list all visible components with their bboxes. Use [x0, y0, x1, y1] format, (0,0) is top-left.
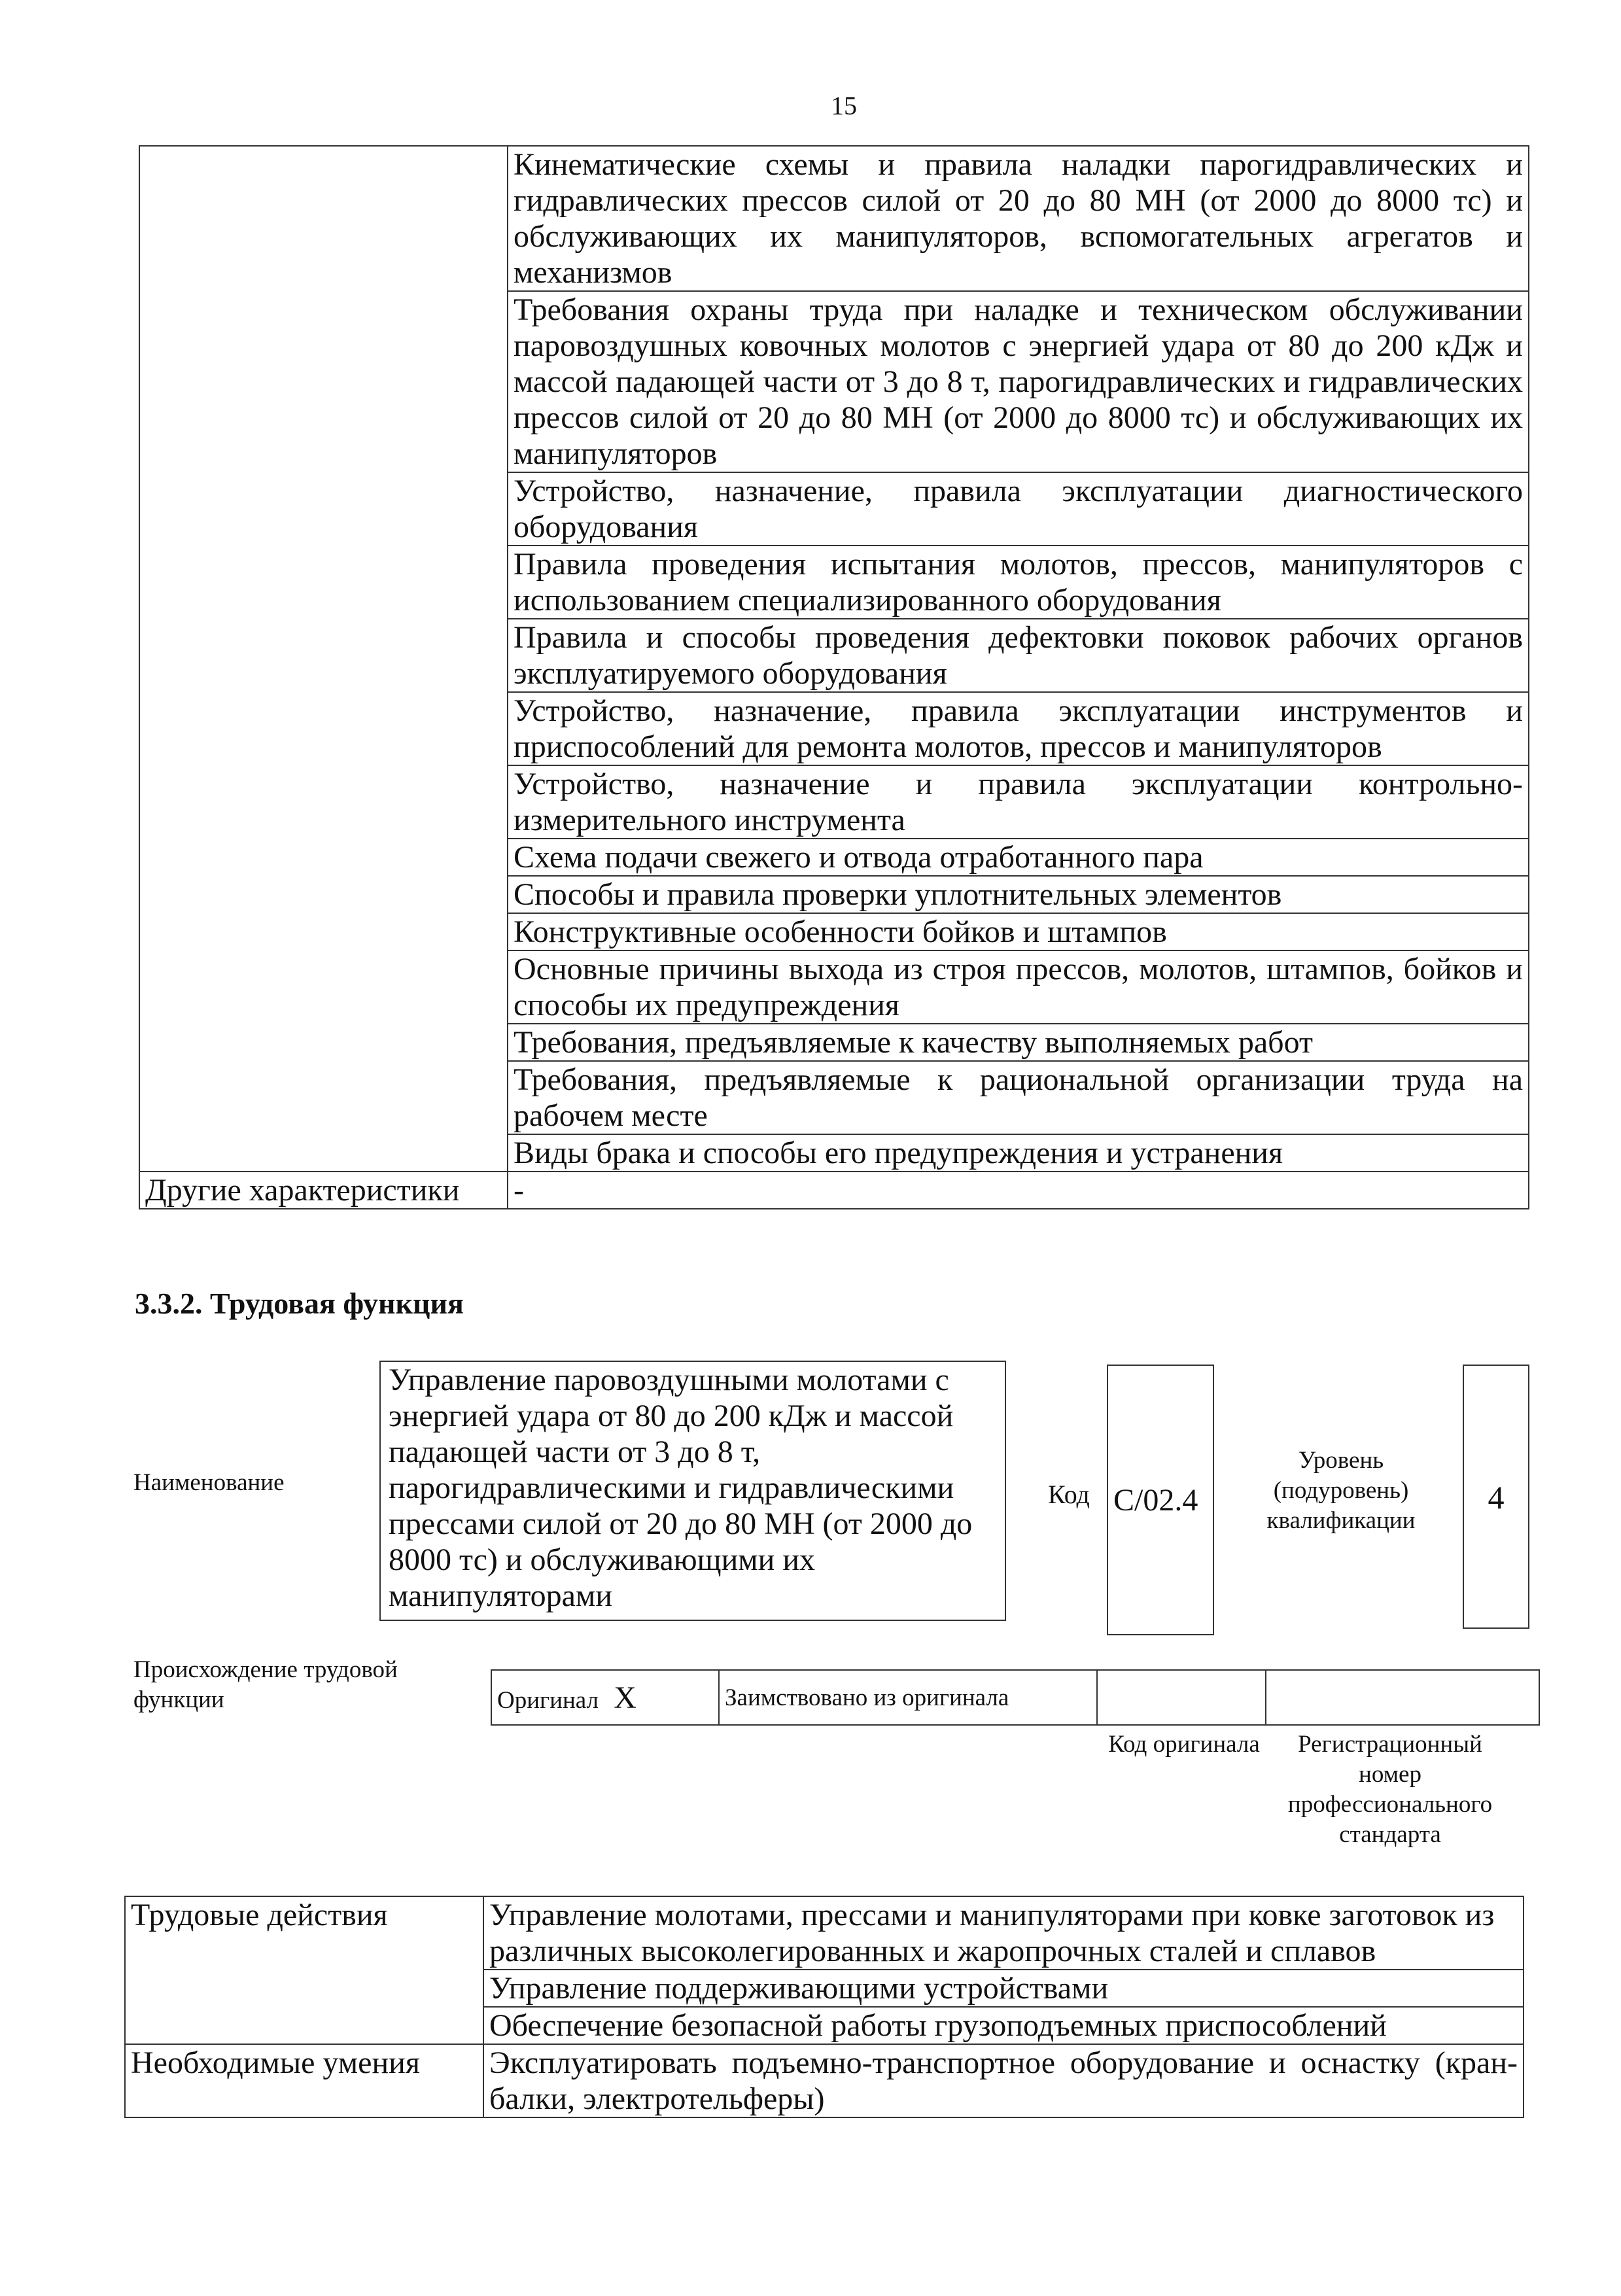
code-box [1107, 1365, 1214, 1635]
original-mark: X [614, 1680, 636, 1715]
original-code-cell [1097, 1670, 1266, 1725]
action-item: Управление поддерживающими устройствами [483, 1970, 1524, 2007]
knowledge-item: Требования, предъявляемые к качеству выполняемых работ [508, 1024, 1529, 1061]
original-cell [491, 1670, 719, 1725]
knowledge-item: Требования охраны труда при наладке и техническом обслуживании паровоздушных ковочных молотов с энергией удара от 80 до 200 кДж и массой падающей части от 3 до 8 т, парогидравлических и гидравлических прессов силой от 20 до 80 МН (от 2000 до 8000 тс) и обслуживающих их манипуляторов [508, 291, 1529, 472]
knowledge-item: Устройство, назначение, правила эксплуатации инструментов и приспособлений для ремонта молотов, прессов и манипуляторов [508, 692, 1529, 765]
function-name-box: Управление паровоздушными молотами с энергией удара от 80 до 200 кДж и массой падающей части от 3 до 8 т, парогидравлическими и гидравлическими прессами силой от 20 до 80 МН (от 2000 до 8000 тс) и обслуживающими их манипуляторами [379, 1361, 1006, 1621]
code-value: C/02.4 [1113, 1483, 1198, 1518]
code-label: Код [1048, 1480, 1090, 1509]
action-item: Обеспечение безопасной работы грузоподъемных приспособлений [483, 2007, 1524, 2044]
knowledge-item: Конструктивные особенности бойков и штампов [508, 913, 1529, 950]
functions-table [124, 1896, 1524, 2118]
name-label: Наименование [133, 1469, 285, 1496]
knowledge-item: Способы и правила проверки уплотнительных элементов [508, 876, 1529, 913]
knowledge-item: Устройство, назначение и правила эксплуатации контрольно-измерительного инструмента [508, 765, 1529, 839]
skills-label: Необходимые умения [125, 2044, 483, 2117]
actions-label: Трудовые действия [125, 1896, 483, 2044]
level-value: 4 [1488, 1479, 1505, 1516]
knowledge-item: Основные причины выхода из строя прессов, молотов, штампов, бойков и способы их предупреждения [508, 950, 1529, 1024]
knowledge-table [139, 145, 1529, 1209]
origin-label: Происхождение трудовой функции [133, 1656, 398, 1713]
section-heading: 3.3.2. Трудовая функция [135, 1287, 464, 1320]
other-characteristics-value: - [508, 1172, 1529, 1209]
level-label: Уровень (подуровень) квалификации [1266, 1447, 1416, 1534]
knowledge-item: Правила проведения испытания молотов, прессов, манипуляторов с использованием специализированного оборудования [508, 546, 1529, 619]
original-label: Оригинал [497, 1686, 599, 1714]
registration-number-cell [1266, 1670, 1539, 1725]
code-original-caption: Код оригинала [1108, 1731, 1260, 1758]
knowledge-item: Кинематические схемы и правила наладки парогидравлических и гидравлических прессов силой от 20 до 80 МН (от 2000 до 8000 тс) и обслуживающих их манипуляторов, вспомогательных агрегатов и механизмов [508, 146, 1529, 291]
knowledge-item: Требования, предъявляемые к рациональной организации труда на рабочем месте [508, 1061, 1529, 1134]
knowledge-label-cell [139, 146, 508, 1172]
level-box [1463, 1365, 1529, 1629]
other-characteristics-label: Другие характеристики [139, 1172, 508, 1209]
page-number: 15 [831, 91, 857, 120]
registration-number-caption: Регистрационный номер профессионального стандарта [1287, 1731, 1493, 1848]
borrowed-label: Заимствовано из оригинала [719, 1670, 1097, 1725]
skill-item: Эксплуатировать подъемно-транспортное оборудование и оснастку (кран-балки, электротельферы) [483, 2044, 1524, 2117]
knowledge-item: Правила и способы проведения дефектовки поковок рабочих органов эксплуатируемого оборудования [508, 619, 1529, 692]
action-item: Управление молотами, прессами и манипуляторами при ковке заготовок из различных высоколегированных и жаропрочных сталей и сплавов [483, 1896, 1524, 1970]
origin-table [491, 1669, 1540, 1726]
knowledge-item: Устройство, назначение, правила эксплуатации диагностического оборудования [508, 472, 1529, 546]
knowledge-item: Виды брака и способы его предупреждения и устранения [508, 1134, 1529, 1172]
knowledge-item: Схема подачи свежего и отвода отработанного пара [508, 839, 1529, 876]
